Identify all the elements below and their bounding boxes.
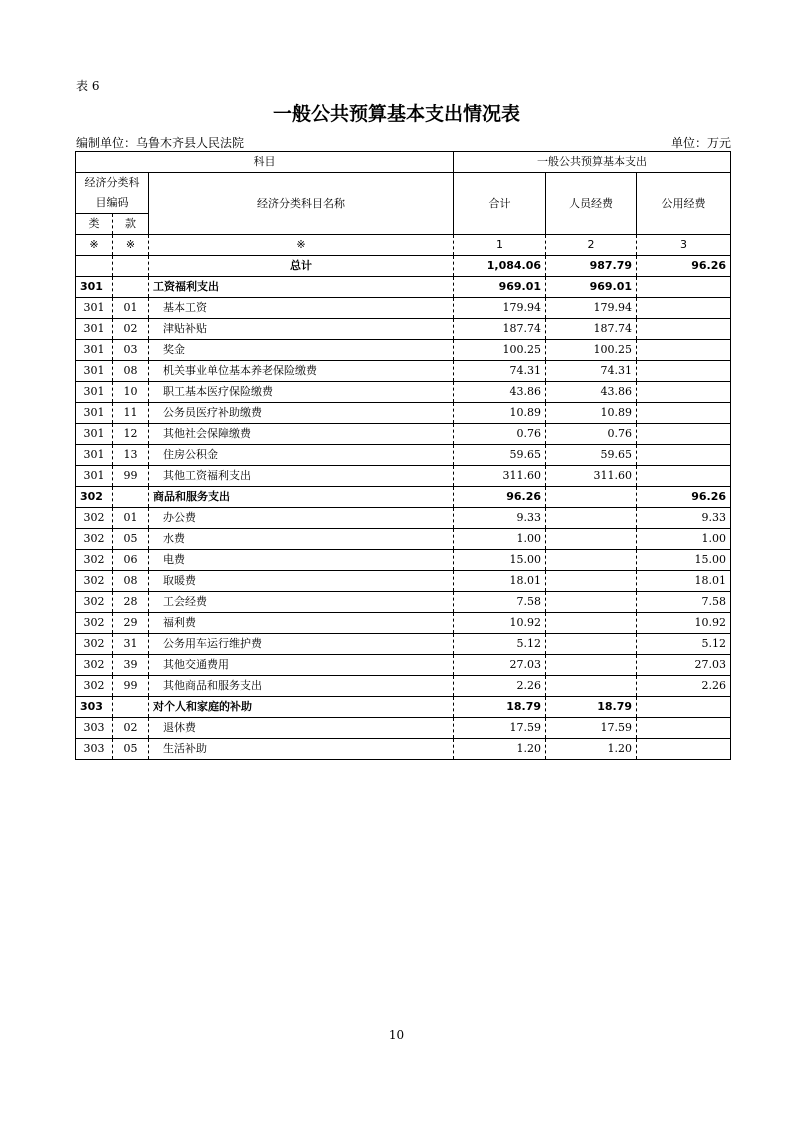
total-cell: 100.25: [454, 340, 546, 361]
public-cell: 7.58: [637, 592, 731, 613]
item-code-cell: 01: [113, 508, 149, 529]
subject-name-cell: 商品和服务支出: [149, 487, 454, 508]
table-row: [76, 424, 731, 445]
class-code-cell: 302: [76, 655, 113, 676]
class-code-cell: 302: [76, 634, 113, 655]
header-subject: 科目: [76, 152, 454, 173]
table-row: [76, 613, 731, 634]
class-code-cell: 302: [76, 613, 113, 634]
total-cell: 18.01: [454, 571, 546, 592]
class-code-cell: 301: [76, 424, 113, 445]
table-row: [76, 718, 731, 739]
total-cell: 1,084.06: [454, 256, 546, 277]
category-row: [76, 697, 731, 718]
category-row: [76, 487, 731, 508]
class-code-cell: 302: [76, 676, 113, 697]
class-code-cell: 302: [76, 571, 113, 592]
subject-name-cell: 取暖费: [149, 571, 454, 592]
personnel-cell: [546, 508, 637, 529]
subject-name-cell: 工会经费: [149, 592, 454, 613]
public-cell: 9.33: [637, 508, 731, 529]
personnel-cell: 59.65: [546, 445, 637, 466]
subject-name-cell: 生活补助: [149, 739, 454, 760]
personnel-cell: 17.59: [546, 718, 637, 739]
total-cell: 59.65: [454, 445, 546, 466]
table-row: [76, 634, 731, 655]
total-cell: 1.20: [454, 739, 546, 760]
class-code-cell: 303: [76, 697, 113, 718]
subject-name-cell: 办公费: [149, 508, 454, 529]
class-code-cell: [76, 256, 113, 277]
personnel-cell: [546, 613, 637, 634]
table-row: [76, 739, 731, 760]
total-cell: 27.03: [454, 655, 546, 676]
public-cell: [637, 277, 731, 298]
total-cell: 15.00: [454, 550, 546, 571]
public-cell: 10.92: [637, 613, 731, 634]
personnel-cell: 179.94: [546, 298, 637, 319]
total-cell: 43.86: [454, 382, 546, 403]
header-total: 合计: [454, 173, 546, 235]
personnel-cell: 100.25: [546, 340, 637, 361]
item-code-cell: 13: [113, 445, 149, 466]
personnel-cell: 311.60: [546, 466, 637, 487]
item-code-cell: 31: [113, 634, 149, 655]
personnel-cell: [546, 676, 637, 697]
public-cell: 15.00: [637, 550, 731, 571]
table-row: [76, 529, 731, 550]
class-code-cell: 302: [76, 529, 113, 550]
header-budget: 一般公共预算基本支出: [454, 152, 731, 173]
item-code-cell: 08: [113, 571, 149, 592]
item-code-cell: 02: [113, 718, 149, 739]
table-row: [76, 550, 731, 571]
total-cell: 10.89: [454, 403, 546, 424]
public-cell: 2.26: [637, 676, 731, 697]
page-title: 一般公共预算基本支出情况表: [272, 103, 520, 125]
header-code-group: 经济分类科目编码: [76, 173, 149, 214]
public-cell: [637, 697, 731, 718]
subject-name-cell: 总计: [149, 256, 454, 277]
item-code-cell: 01: [113, 298, 149, 319]
subject-name-cell: 工资福利支出: [149, 277, 454, 298]
total-cell: 96.26: [454, 487, 546, 508]
grand-total-row: [76, 256, 731, 277]
table-row: [76, 592, 731, 613]
total-cell: 179.94: [454, 298, 546, 319]
table-row: [76, 445, 731, 466]
personnel-cell: 969.01: [546, 277, 637, 298]
mark-item: ※: [113, 235, 149, 256]
category-row: [76, 277, 731, 298]
header-public: 公用经费: [637, 173, 731, 235]
item-code-cell: 99: [113, 676, 149, 697]
public-cell: 1.00: [637, 529, 731, 550]
personnel-cell: [546, 550, 637, 571]
subject-name-cell: 其他交通费用: [149, 655, 454, 676]
col-index-1: 1: [454, 235, 546, 256]
subject-name-cell: 对个人和家庭的补助: [149, 697, 454, 718]
personnel-cell: 43.86: [546, 382, 637, 403]
personnel-cell: 1.20: [546, 739, 637, 760]
public-cell: [637, 382, 731, 403]
budget-table: [75, 151, 731, 760]
total-cell: 18.79: [454, 697, 546, 718]
item-code-cell: [113, 256, 149, 277]
class-code-cell: 301: [76, 340, 113, 361]
item-code-cell: 39: [113, 655, 149, 676]
class-code-cell: 303: [76, 718, 113, 739]
table-row: [76, 655, 731, 676]
public-cell: 18.01: [637, 571, 731, 592]
item-code-cell: 12: [113, 424, 149, 445]
public-cell: [637, 403, 731, 424]
total-cell: 5.12: [454, 634, 546, 655]
mark-class: ※: [76, 235, 113, 256]
table-row: [76, 466, 731, 487]
subject-name-cell: 其他社会保障缴费: [149, 424, 454, 445]
total-cell: 1.00: [454, 529, 546, 550]
subject-name-cell: 电费: [149, 550, 454, 571]
class-code-cell: 301: [76, 361, 113, 382]
subject-name-cell: 水费: [149, 529, 454, 550]
class-code-cell: 301: [76, 319, 113, 340]
item-code-cell: 06: [113, 550, 149, 571]
class-code-cell: 301: [76, 382, 113, 403]
class-code-cell: 301: [76, 277, 113, 298]
compiling-unit: 编制单位：乌鲁木齐县人民法院: [76, 136, 245, 150]
class-code-cell: 302: [76, 550, 113, 571]
public-cell: [637, 718, 731, 739]
public-cell: 96.26: [637, 256, 731, 277]
subject-name-cell: 福利费: [149, 613, 454, 634]
item-code-cell: 99: [113, 466, 149, 487]
table-header: [76, 152, 731, 256]
total-cell: 74.31: [454, 361, 546, 382]
item-code-cell: [113, 487, 149, 508]
table-row: [76, 382, 731, 403]
personnel-cell: 0.76: [546, 424, 637, 445]
item-code-cell: 05: [113, 739, 149, 760]
header-item: 款: [113, 214, 149, 235]
class-code-cell: 301: [76, 403, 113, 424]
public-cell: [637, 466, 731, 487]
total-cell: 0.76: [454, 424, 546, 445]
class-code-cell: 303: [76, 739, 113, 760]
public-cell: [637, 340, 731, 361]
personnel-cell: [546, 571, 637, 592]
item-code-cell: [113, 697, 149, 718]
total-cell: 7.58: [454, 592, 546, 613]
personnel-cell: 187.74: [546, 319, 637, 340]
page-number: 10: [388, 1028, 405, 1042]
total-cell: 311.60: [454, 466, 546, 487]
table-row: [76, 361, 731, 382]
class-code-cell: 301: [76, 466, 113, 487]
total-cell: 17.59: [454, 718, 546, 739]
header-personnel: 人员经费: [546, 173, 637, 235]
public-cell: [637, 739, 731, 760]
mark-name: ※: [149, 235, 454, 256]
personnel-cell: [546, 592, 637, 613]
item-code-cell: 02: [113, 319, 149, 340]
subject-name-cell: 职工基本医疗保险缴费: [149, 382, 454, 403]
personnel-cell: 74.31: [546, 361, 637, 382]
public-cell: [637, 445, 731, 466]
header-class: 类: [76, 214, 113, 235]
personnel-cell: [546, 529, 637, 550]
item-code-cell: [113, 277, 149, 298]
table-body: [76, 256, 731, 760]
total-cell: 10.92: [454, 613, 546, 634]
public-cell: [637, 319, 731, 340]
total-cell: 187.74: [454, 319, 546, 340]
public-cell: [637, 424, 731, 445]
table-row: [76, 571, 731, 592]
public-cell: [637, 298, 731, 319]
total-cell: 2.26: [454, 676, 546, 697]
personnel-cell: 987.79: [546, 256, 637, 277]
personnel-cell: [546, 487, 637, 508]
col-index-2: 2: [546, 235, 637, 256]
class-code-cell: 302: [76, 592, 113, 613]
subject-name-cell: 退休费: [149, 718, 454, 739]
public-cell: 5.12: [637, 634, 731, 655]
public-cell: 96.26: [637, 487, 731, 508]
col-index-3: 3: [637, 235, 731, 256]
subject-name-cell: 基本工资: [149, 298, 454, 319]
table-row: [76, 340, 731, 361]
subject-name-cell: 住房公积金: [149, 445, 454, 466]
table-row: [76, 298, 731, 319]
subject-name-cell: 其他工资福利支出: [149, 466, 454, 487]
subject-name-cell: 奖金: [149, 340, 454, 361]
item-code-cell: 29: [113, 613, 149, 634]
total-cell: 9.33: [454, 508, 546, 529]
table-row: [76, 508, 731, 529]
class-code-cell: 302: [76, 508, 113, 529]
item-code-cell: 28: [113, 592, 149, 613]
class-code-cell: 302: [76, 487, 113, 508]
personnel-cell: 18.79: [546, 697, 637, 718]
item-code-cell: 10: [113, 382, 149, 403]
subject-name-cell: 公务用车运行维护费: [149, 634, 454, 655]
currency-unit: 单位：万元: [670, 136, 731, 150]
header-name: 经济分类科目名称: [149, 173, 454, 235]
personnel-cell: 10.89: [546, 403, 637, 424]
total-cell: 969.01: [454, 277, 546, 298]
table-row: [76, 319, 731, 340]
item-code-cell: 08: [113, 361, 149, 382]
subject-name-cell: 其他商品和服务支出: [149, 676, 454, 697]
table-row: [76, 403, 731, 424]
item-code-cell: 05: [113, 529, 149, 550]
public-cell: [637, 361, 731, 382]
class-code-cell: 301: [76, 445, 113, 466]
subject-name-cell: 公务员医疗补助缴费: [149, 403, 454, 424]
subject-name-cell: 津贴补贴: [149, 319, 454, 340]
personnel-cell: [546, 634, 637, 655]
table-number: 表 6: [76, 79, 100, 93]
public-cell: 27.03: [637, 655, 731, 676]
item-code-cell: 03: [113, 340, 149, 361]
personnel-cell: [546, 655, 637, 676]
subject-name-cell: 机关事业单位基本养老保险缴费: [149, 361, 454, 382]
class-code-cell: 301: [76, 298, 113, 319]
item-code-cell: 11: [113, 403, 149, 424]
table-row: [76, 676, 731, 697]
